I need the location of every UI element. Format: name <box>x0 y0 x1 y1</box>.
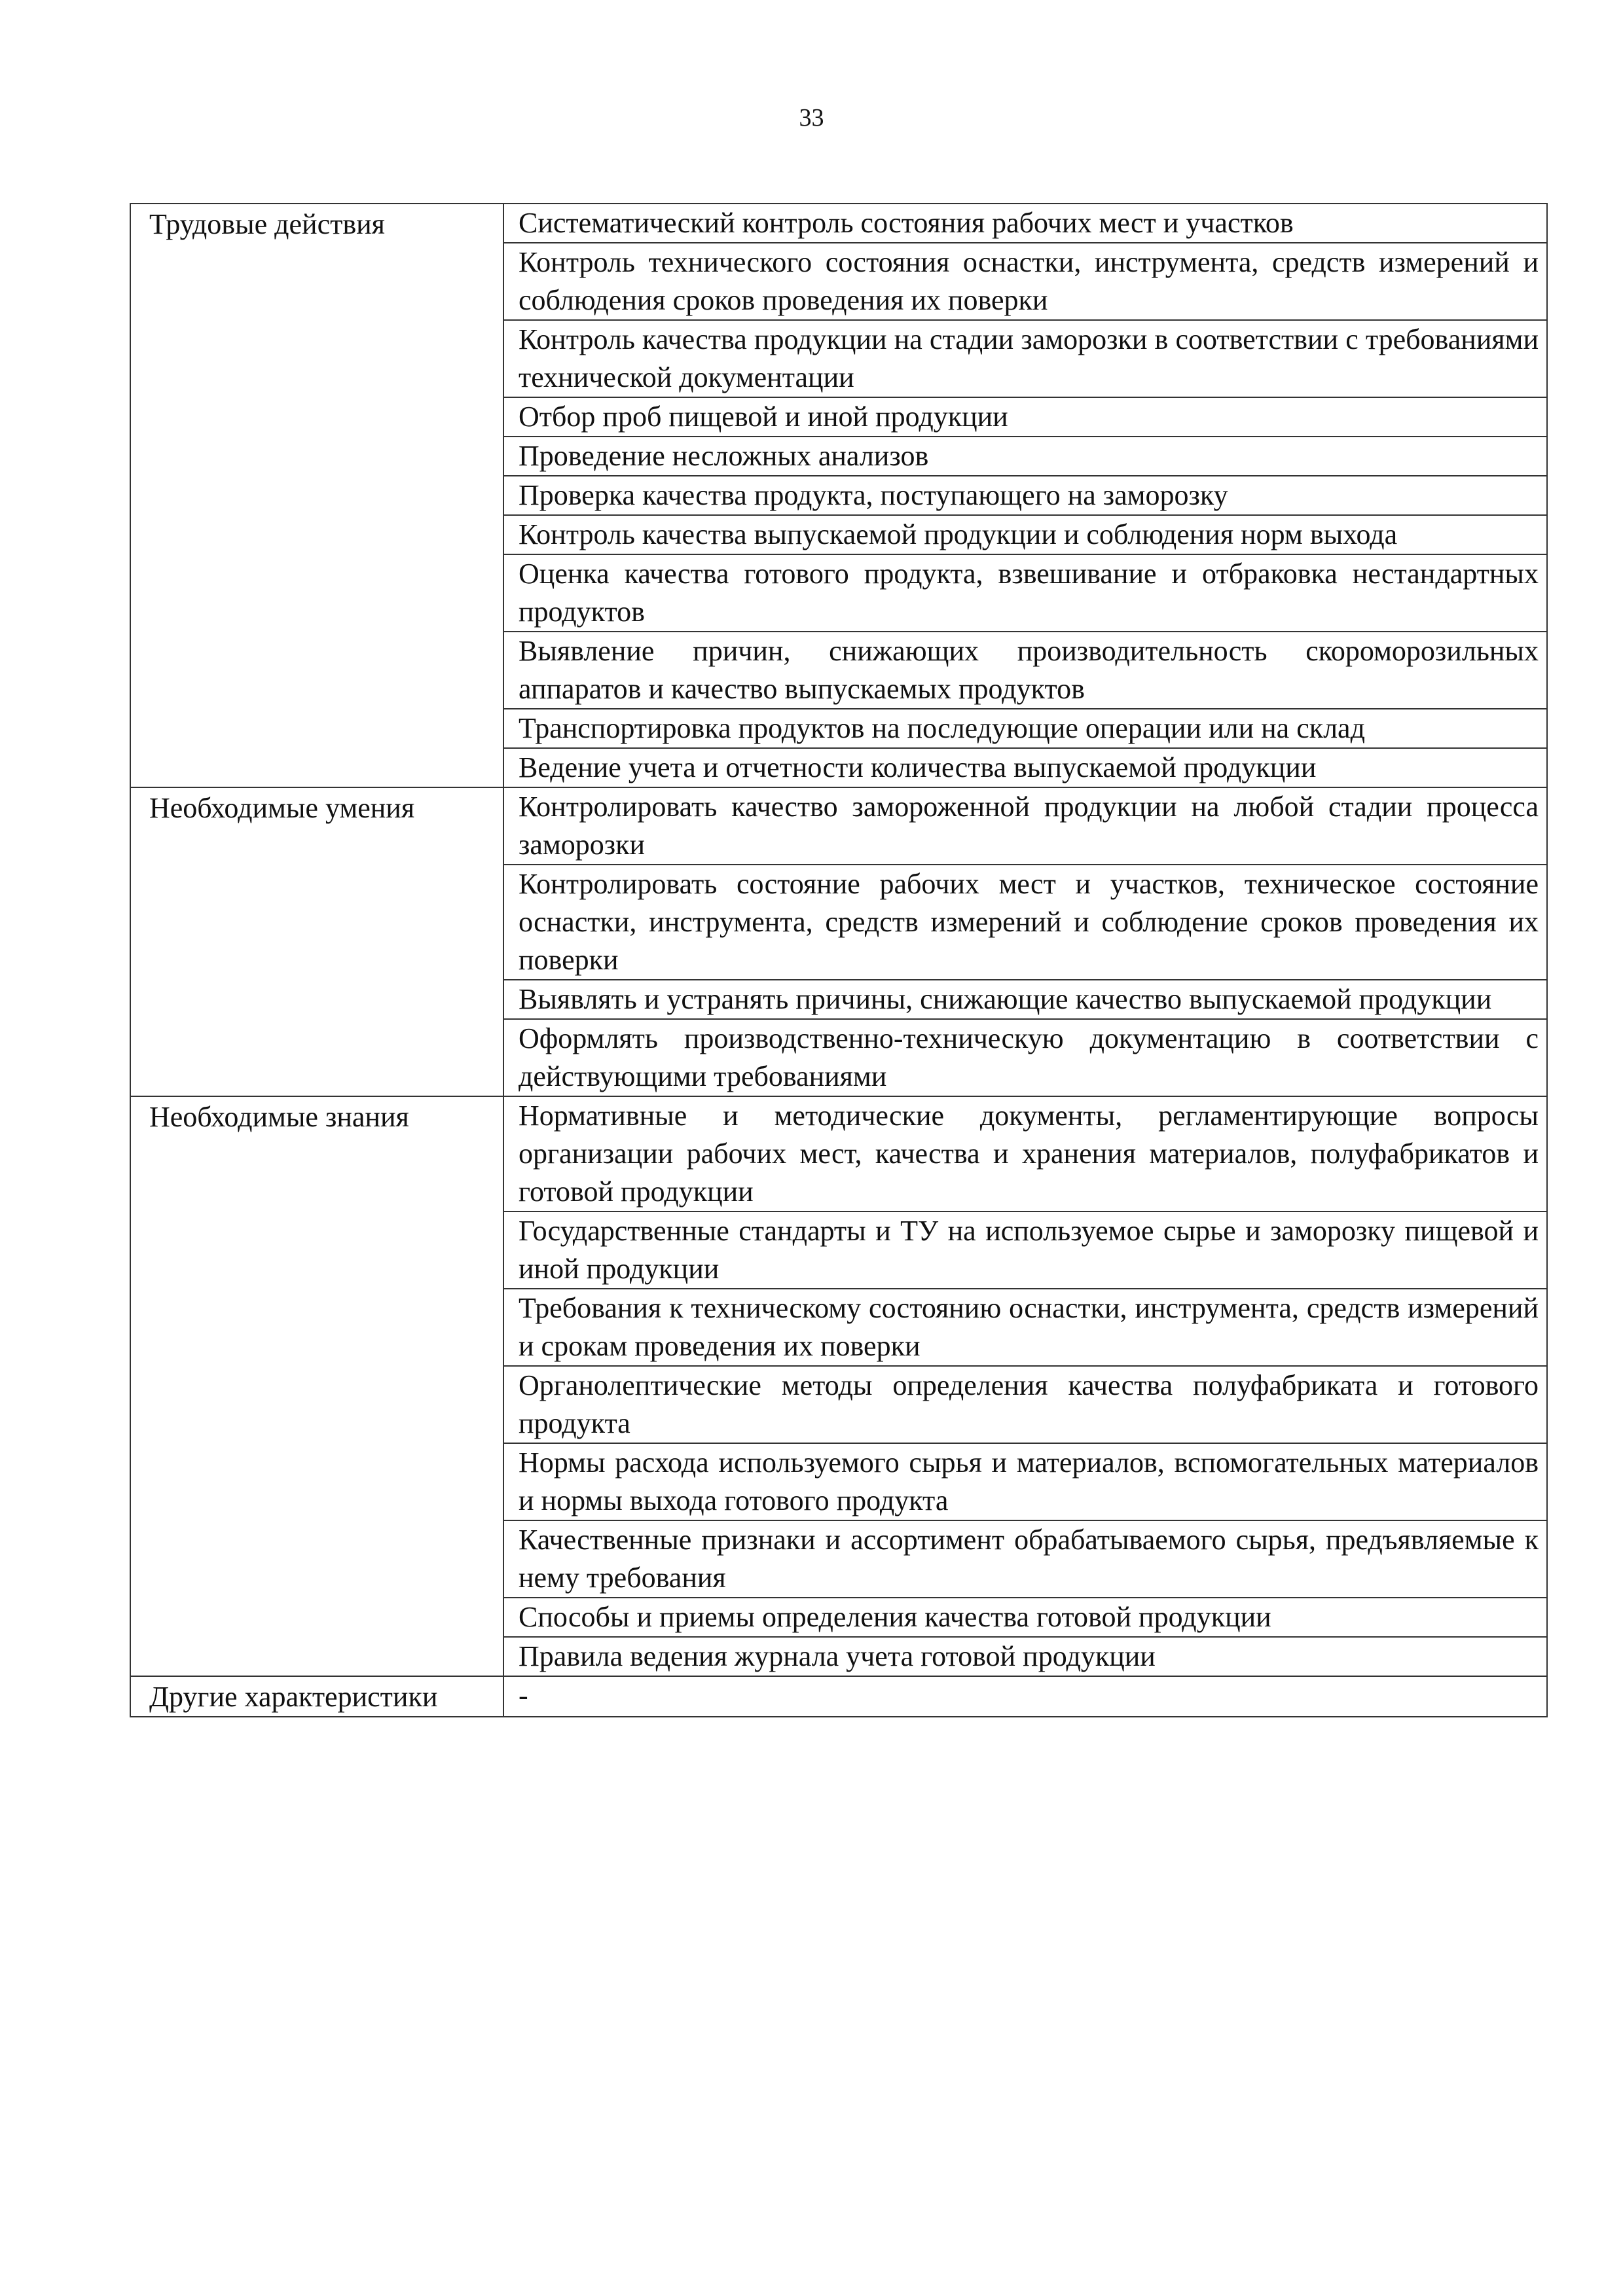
table-row <box>130 1676 1547 1717</box>
knowledge-item: Правила ведения журнала учета готовой продукции <box>503 1637 1547 1676</box>
labor-action-item: Выявление причин, снижающих производительность скороморозильных аппаратов и качество выпускаемых продуктов <box>503 632 1547 709</box>
table-row <box>130 1096 1547 1211</box>
skill-item: Оформлять производственно-техническую документацию в соответствии с действующими требованиями <box>503 1019 1547 1096</box>
qualification-table <box>130 203 1548 1717</box>
section-label-required-knowledge: Необходимые знания <box>130 1096 503 1676</box>
labor-action-item: Контроль качества выпускаемой продукции и соблюдения норм выхода <box>503 515 1547 554</box>
knowledge-item: Государственные стандарты и ТУ на используемое сырье и заморозку пищевой и иной продукции <box>503 1211 1547 1289</box>
skill-item: Выявлять и устранять причины, снижающие качество выпускаемой продукции <box>503 980 1547 1019</box>
labor-action-item: Ведение учета и отчетности количества выпускаемой продукции <box>503 748 1547 787</box>
labor-action-item: Отбор проб пищевой и иной продукции <box>503 397 1547 437</box>
table-row <box>130 204 1547 243</box>
knowledge-item: Нормативные и методические документы, регламентирующие вопросы организации рабочих мест, качества и хранения материалов, полуфабрикатов и готовой продукции <box>503 1096 1547 1211</box>
knowledge-item: Способы и приемы определения качества готовой продукции <box>503 1598 1547 1637</box>
table-row <box>130 787 1547 865</box>
section-label-required-skills: Необходимые умения <box>130 787 503 1096</box>
labor-action-item: Оценка качества готового продукта, взвешивание и отбраковка нестандартных продуктов <box>503 554 1547 632</box>
labor-action-item: Контроль технического состояния оснастки, инструмента, средств измерений и соблюдения сроков проведения их поверки <box>503 243 1547 320</box>
labor-action-item: Проведение несложных анализов <box>503 437 1547 476</box>
labor-action-item: Проверка качества продукта, поступающего на заморозку <box>503 476 1547 515</box>
knowledge-item: Качественные признаки и ассортимент обрабатываемого сырья, предъявляемые к нему требования <box>503 1520 1547 1598</box>
section-label-other-characteristics: Другие характеристики <box>130 1676 503 1717</box>
skill-item: Контролировать качество замороженной продукции на любой стадии процесса заморозки <box>503 787 1547 865</box>
labor-action-item: Систематический контроль состояния рабочих мест и участков <box>503 204 1547 243</box>
section-label-labor-actions: Трудовые действия <box>130 204 503 787</box>
knowledge-item: Органолептические методы определения качества полуфабриката и готового продукта <box>503 1366 1547 1443</box>
labor-action-item: Контроль качества продукции на стадии заморозки в соответствии с требованиями технической документации <box>503 320 1547 397</box>
labor-action-item: Транспортировка продуктов на последующие операции или на склад <box>503 709 1547 748</box>
knowledge-item: Требования к техническому состоянию оснастки, инструмента, средств измерений и срокам проведения их поверки <box>503 1289 1547 1366</box>
page-number: 33 <box>799 104 824 132</box>
skill-item: Контролировать состояние рабочих мест и участков, техническое состояние оснастки, инструмента, средств измерений и соблюдение сроков проведения их поверки <box>503 865 1547 980</box>
knowledge-item: Нормы расхода используемого сырья и материалов, вспомогательных материалов и нормы выхода готового продукта <box>503 1443 1547 1520</box>
other-characteristic-item: - <box>503 1676 1547 1717</box>
